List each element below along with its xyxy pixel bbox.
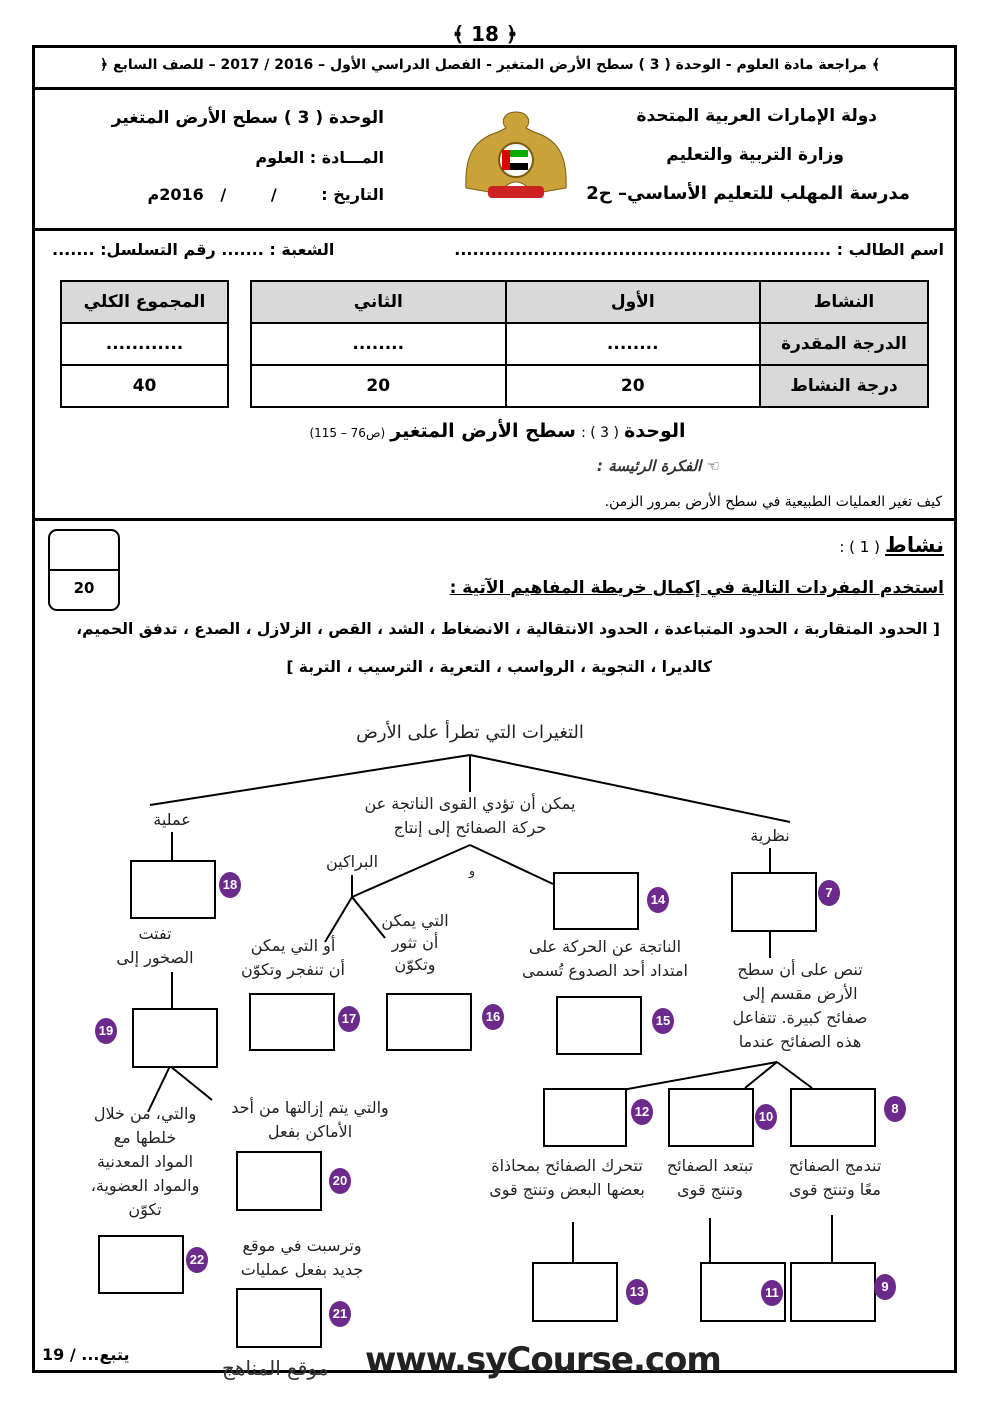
answer-box-14[interactable]: [553, 872, 639, 930]
score-box: 20: [48, 529, 120, 611]
badge-13: 13: [626, 1279, 648, 1305]
cell: ............: [61, 323, 228, 365]
cell: 20: [251, 365, 506, 407]
answer-box-8[interactable]: [790, 1088, 876, 1147]
answer-box-7[interactable]: [731, 872, 817, 932]
badge-7: 7: [818, 880, 840, 906]
badge-8: 8: [884, 1096, 906, 1122]
badge-14: 14: [647, 887, 669, 913]
subject: المـــادة : العلوم: [255, 148, 384, 167]
map-and: و: [468, 864, 476, 879]
map-theory-desc: تنص على أن سطح الأرض مقسم إلى صفائح كبيرة. تتفاعل هذه الصفائح عندما: [732, 960, 868, 1051]
badge-18: 18: [219, 872, 241, 898]
word-bank-line-1: [ الحدود المتقاربة ، الحدود المتباعدة ، الحدود الانتقالية ، الانضغاط ، الشد ، القص ، الزلازل ، الصدع ، تدفق الحميم،: [76, 620, 940, 638]
unit-title: الوحدة ( 3 ) : سطح الأرض المتغير (ص76 – 115): [309, 420, 686, 442]
answer-box-18[interactable]: [130, 860, 216, 919]
badge-10: 10: [755, 1104, 777, 1130]
answer-box-15[interactable]: [556, 996, 642, 1055]
country: دولة الإمارات العربية المتحدة: [636, 106, 877, 126]
activity-instruction: استخدم المفردات التالية في إكمال خريطة المفاهيم الآتية :: [449, 578, 944, 598]
cell: 40: [61, 365, 228, 407]
header-first: الأول: [506, 281, 761, 323]
header-activity: النشاط: [760, 281, 928, 323]
answer-box-12[interactable]: [543, 1088, 627, 1147]
map-explode: أو التي يمكن أن تنفجر وتكوّن: [241, 936, 345, 979]
answer-box-10[interactable]: [668, 1088, 754, 1147]
answer-box-16[interactable]: [386, 993, 472, 1051]
badge-20: 20: [329, 1168, 351, 1194]
page-number: ﴿ 18 ﴾: [452, 22, 518, 46]
row-label-score: درجة النشاط: [760, 365, 928, 407]
watermark-arabic: موقع المناهج: [222, 1356, 329, 1380]
header-second: الثاني: [251, 281, 506, 323]
map-rocks: تفتت الصخور إلى: [116, 924, 194, 967]
badge-17: 17: [338, 1006, 360, 1032]
badge-16: 16: [482, 1004, 504, 1030]
header-total: المجموع الكلي: [61, 281, 228, 323]
map-middle: يمكن أن تؤدي القوى الناتجة عن حركة الصفائح إلى إنتاج: [364, 794, 576, 837]
answer-box-17[interactable]: [249, 993, 335, 1051]
ministry: وزارة التربية والتعليم: [666, 145, 844, 165]
map-separate: تبتعد الصفائح وتنتج قوى: [666, 1156, 754, 1199]
badge-21: 21: [329, 1301, 351, 1327]
map-root: التغيرات التي تطرأ على الأرض: [356, 722, 584, 743]
answer-box-19[interactable]: [132, 1008, 218, 1068]
row-label-estimated: الدرجة المقدرة: [760, 323, 928, 365]
main-idea-text: كيف تغير العمليات الطبيعية في سطح الأرض بمرور الزمن.: [604, 494, 942, 510]
map-erupt: التي يمكن أن تثور وتكوّن: [381, 911, 449, 974]
map-volcanoes: البراكين: [325, 852, 379, 871]
badge-11: 11: [761, 1280, 783, 1306]
watermark: www.syCourse.com: [365, 1340, 721, 1380]
answer-box-22[interactable]: [98, 1235, 184, 1294]
cell: ........: [251, 323, 506, 365]
badge-19: 19: [95, 1018, 117, 1044]
answer-box-20[interactable]: [236, 1151, 322, 1211]
section-serial-field[interactable]: الشعبة : ....... رقم التسلسل: .......: [52, 240, 335, 259]
banner: ﴾ مراجعة مادة العلوم - الوحدة ( 3 ) سطح الأرض المتغير - الفصل الدراسي الأول – 2016 / 2017 – للصف السابع ﴿: [99, 57, 881, 73]
map-mix: والتي، من خلال خلطها مع المواد المعدنية والمواد العضوية، تكوّن: [90, 1104, 200, 1219]
badge-9: 9: [874, 1274, 896, 1300]
map-deposited: وترسبت في موقع جديد بفعل عمليات: [240, 1236, 364, 1279]
student-name-field[interactable]: اسم الطالب : ..............................................................: [454, 240, 944, 259]
badge-12: 12: [631, 1099, 653, 1125]
date: التاريخ : / / 2016م: [147, 185, 384, 204]
continue-note: يتبع... / 19: [42, 1345, 130, 1364]
map-process: عملية: [153, 810, 191, 829]
cell: ........: [506, 323, 761, 365]
unit-heading: الوحدة ( 3 ) سطح الأرض المتغير: [111, 108, 384, 128]
map-collide: تندمج الصفائح معًا وتنتج قوى: [788, 1156, 882, 1199]
answer-box-21[interactable]: [236, 1288, 322, 1348]
answer-box-9[interactable]: [790, 1262, 876, 1322]
map-slide: تتحرك الصفائح بمحاذاة بعضها البعض وتنتج قوى: [489, 1156, 645, 1199]
map-fault: الناتجة عن الحركة على امتداد أحد الصدوع تُسمى: [522, 937, 688, 980]
cell: 20: [506, 365, 761, 407]
badge-15: 15: [652, 1008, 674, 1034]
school: مدرسة المهلب للتعليم الأساسي– ح2: [586, 183, 910, 204]
answer-box-13[interactable]: [532, 1262, 618, 1322]
main-idea-label: ☜ الفكرة الرئيسة :: [597, 457, 720, 475]
badge-22: 22: [186, 1247, 208, 1273]
activity-label: نشاط ( 1 ) :: [839, 533, 944, 557]
word-bank-line-2: كالديرا ، التجوية ، الرواسب ، التعرية ، الترسيب ، التربة ]: [286, 658, 712, 676]
map-removed: والتي يتم إزالتها من أحد الأماكن بفعل: [231, 1098, 389, 1141]
map-theory: نظرية: [750, 826, 790, 845]
